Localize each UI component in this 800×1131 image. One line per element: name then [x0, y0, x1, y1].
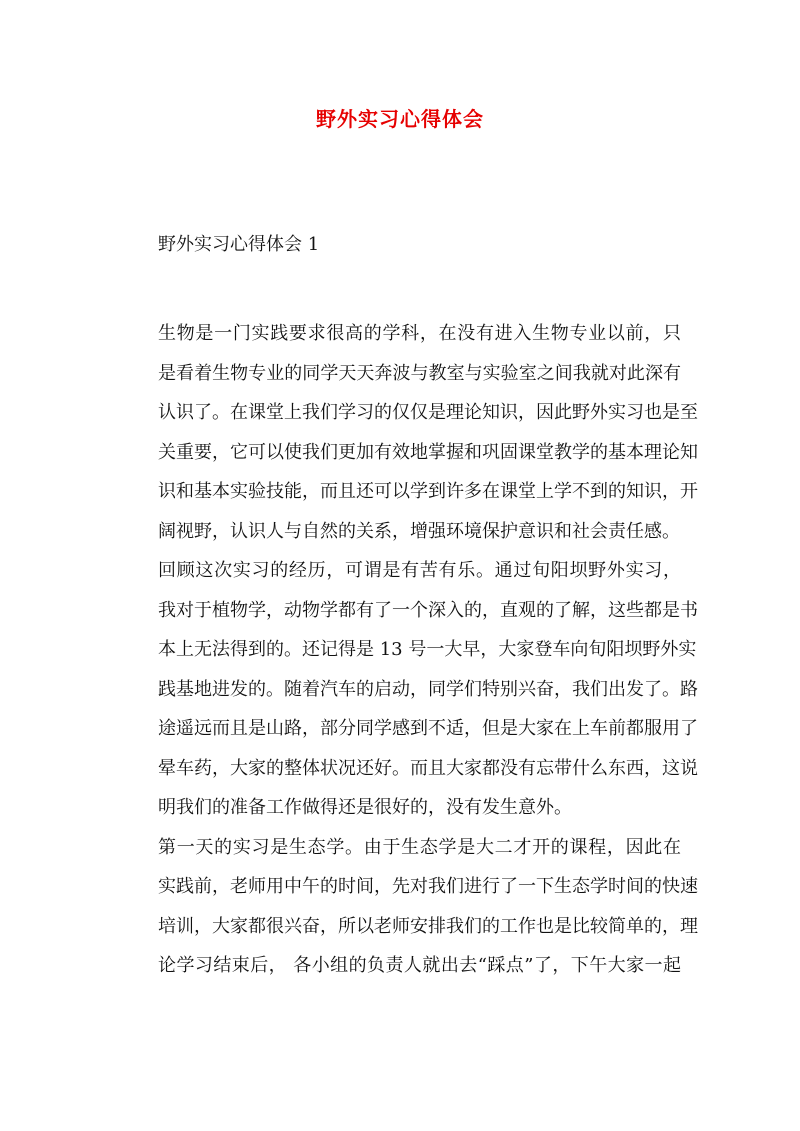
paragraph-line: 实践前，老师用中午的时间，先对我们进行了一下生态学时间的快速 — [158, 876, 698, 897]
paragraph-line: 我对于植物学，动物学都有了一个深入的，直观的了解，这些都是书 — [158, 599, 698, 621]
paragraph-line: 晕车药，大家的整体状况还好。而且大家都没有忘带什么东西，这说 — [158, 757, 698, 779]
paragraph-line: 识和基本实验技能，而且还可以学到许多在课堂上学不到的知识，开 — [158, 481, 698, 502]
section-subheading: 野外实习心得体会 1 — [158, 234, 320, 255]
paragraph-line: 认识了。在课堂上我们学习的仅仅是理论知识，因此野外实习也是至 — [158, 402, 698, 423]
paragraph-1 — [121, 314, 698, 551]
paragraph-line: 践基地进发的。随着汽车的启动，同学们特别兴奋，我们出发了。路 — [158, 678, 698, 700]
paragraph-line: 是看着生物专业的同学天天奔波与教室与实验室之间我就对此深有 — [158, 362, 681, 384]
paragraph-3 — [121, 828, 698, 986]
document-body — [121, 314, 698, 986]
paragraph-line: 明我们的准备工作做得还是很好的，没有发生意外。 — [158, 797, 572, 818]
paragraph-line: 培训，大家都很兴奋，所以老师安排我们的工作也是比较简单的，理 — [158, 915, 698, 937]
document-title: 野外实习心得体会 — [316, 107, 484, 131]
paragraph-line: 阔视野，认识人与自然的关系，增强环境保护意识和社会责任感。 — [158, 520, 680, 542]
paragraph-line: 第一天的实习是生态学。由于生态学是大二才开的课程，因此在 — [158, 836, 681, 858]
paragraph-line: 生物是一门实践要求很高的学科，在没有进入生物专业以前，只 — [158, 323, 681, 344]
paragraph-line: 关重要，它可以使我们更加有效地掌握和巩固课堂教学的基本理论知 — [158, 441, 698, 463]
paragraph-line: 途遥远而且是山路，部分同学感到不适，但是大家在上车前都服用了 — [158, 718, 698, 739]
paragraph-line: 回顾这次实习的经历，可谓是有苦有乐。通过旬阳坝野外实习， — [158, 560, 681, 581]
paragraph-line: 论学习结束后， 各小组的负责人就出去“踩点”了，下午大家一起 — [158, 955, 681, 976]
paragraph-line: 本上无法得到的。还记得是 13 号一大早，大家登车向旬阳坝野外实 — [158, 639, 697, 660]
paragraph-2 — [121, 551, 698, 828]
